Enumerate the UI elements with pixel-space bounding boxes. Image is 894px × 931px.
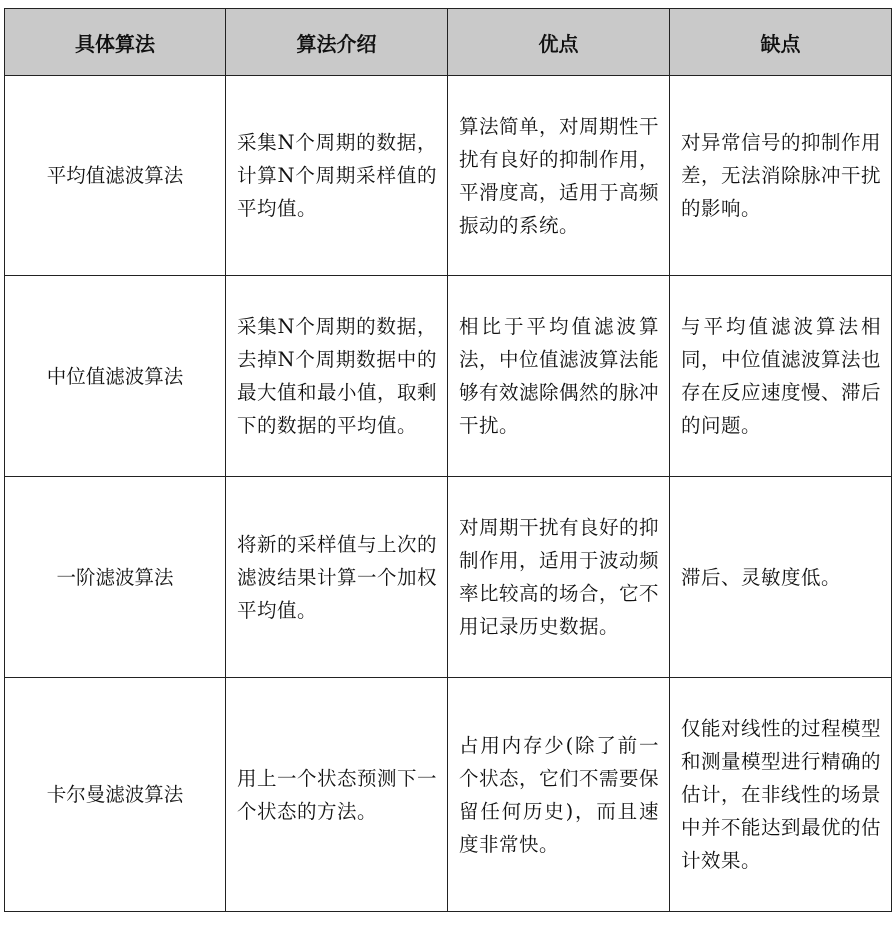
algorithm-name: 中位值滤波算法 xyxy=(5,276,226,477)
algorithm-cons: 对异常信号的抑制作用差，无法消除脉冲干扰的影响。 xyxy=(670,76,892,276)
table-row xyxy=(5,276,892,477)
header-introduction: 算法介绍 xyxy=(226,9,448,76)
header-algorithm: 具体算法 xyxy=(5,9,226,76)
algorithm-intro: 采集N个周期的数据，去掉N个周期数据中的最大值和最小值，取剩下的数据的平均值。 xyxy=(226,276,448,477)
algorithm-cons: 仅能对线性的过程模型和测量模型进行精确的估计，在非线性的场景中并不能达到最优的估计效果。 xyxy=(670,678,892,912)
algorithm-cons: 与平均值滤波算法相同，中位值滤波算法也存在反应速度慢、滞后的问题。 xyxy=(670,276,892,477)
table-row xyxy=(5,477,892,678)
algorithm-name: 卡尔曼滤波算法 xyxy=(5,678,226,912)
algorithm-cons: 滞后、灵敏度低。 xyxy=(670,477,892,678)
algorithm-name: 一阶滤波算法 xyxy=(5,477,226,678)
algorithm-table xyxy=(4,8,892,912)
algorithm-pros: 对周期干扰有良好的抑制作用，适用于波动频率比较高的场合，它不用记录历史数据。 xyxy=(448,477,670,678)
algorithm-pros: 占用内存少(除了前一个状态，它们不需要保留任何历史)，而且速度非常快。 xyxy=(448,678,670,912)
header-disadvantages: 缺点 xyxy=(670,9,892,76)
algorithm-intro: 用上一个状态预测下一个状态的方法。 xyxy=(226,678,448,912)
table-row xyxy=(5,76,892,276)
algorithm-name: 平均值滤波算法 xyxy=(5,76,226,276)
header-advantages: 优点 xyxy=(448,9,670,76)
algorithm-intro: 采集N个周期的数据，计算N个周期采样值的平均值。 xyxy=(226,76,448,276)
algorithm-pros: 算法简单，对周期性干扰有良好的抑制作用，平滑度高，适用于高频振动的系统。 xyxy=(448,76,670,276)
header-row xyxy=(5,9,892,76)
algorithm-pros: 相比于平均值滤波算法，中位值滤波算法能够有效滤除偶然的脉冲干扰。 xyxy=(448,276,670,477)
algorithm-comparison xyxy=(4,8,892,912)
algorithm-intro: 将新的采样值与上次的滤波结果计算一个加权平均值。 xyxy=(226,477,448,678)
table-row xyxy=(5,678,892,912)
